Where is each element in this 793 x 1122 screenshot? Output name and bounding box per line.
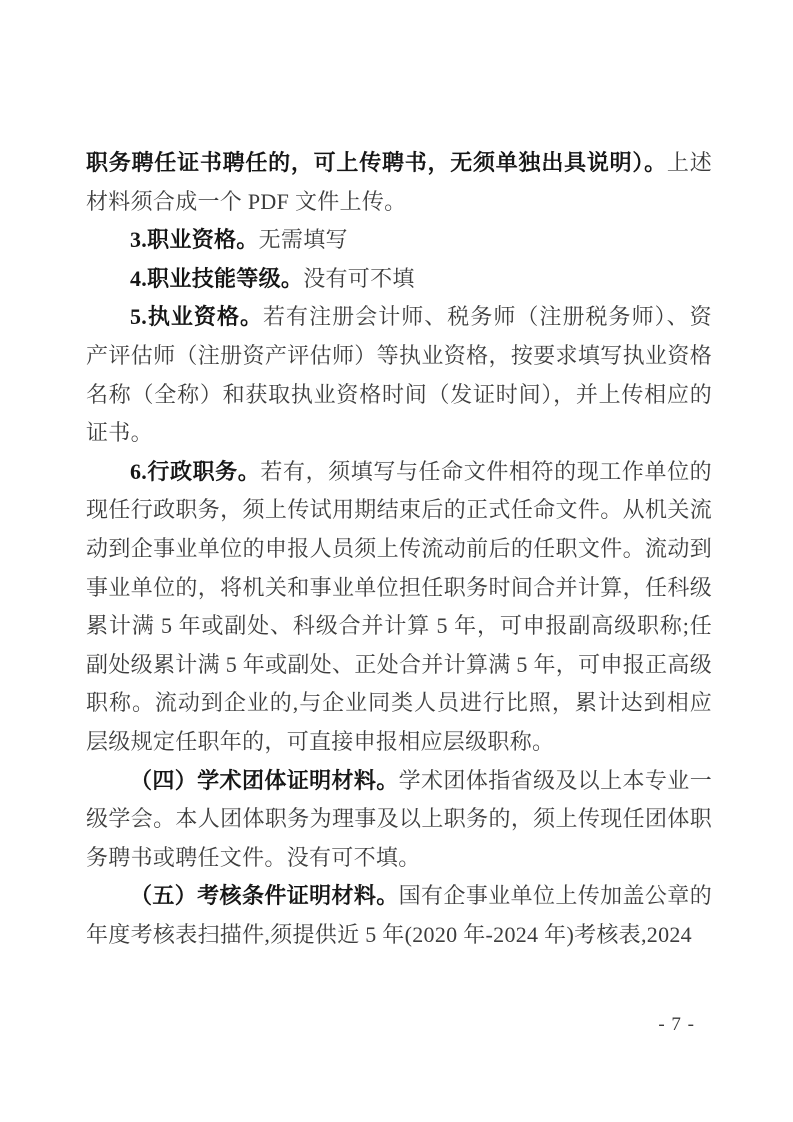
para-item4-zhiye-jineng-dengji xyxy=(86,260,712,299)
paragraph-lead-label: 4.职业技能等级。 xyxy=(130,265,304,291)
paragraph-text: 学术团体指省级及以上本专业一级学会。本人团体职务为理事及以上职务的，须上传现任团体职务聘书或聘任文件。没有可不填。 xyxy=(86,767,712,870)
paragraph-lead-label: （四）学术团体证明材料。 xyxy=(130,767,399,793)
paragraph-text: 若有，须填写与任命文件相符的现工作单位的现任行政职务，须上传试用期结束后的正式任命文件。从机关流动到企事业单位的申报人员须上传流动前后的任职文件。流动到事业单位的，将机关和事业单位担任职务时间合并计算，任科级累计满 5 年或副处、科级合并计算 5 年，可申报副高级职称;任副处级累计满 5 年或副处、正处合并计算满 5 年，可申报正高级职称。流动到企业的,与企业同类人员进行比照，累计达到相应层级规定任职年的，可直接申报相应层级职称。 xyxy=(86,458,712,754)
page-number: - 7 - xyxy=(658,1014,695,1035)
paragraph-text: 无需填写 xyxy=(258,227,348,253)
para-item3-zhiye-zige xyxy=(86,221,712,260)
paragraph-text: 国有企事业单位上传加盖公章的年度考核表扫描件,须提供近 5 年(2020 年-2024 年)考核表,2024 xyxy=(86,883,712,947)
para-item5-zhiye-zige xyxy=(86,298,712,452)
paragraph-lead-label: 6.行政职务。 xyxy=(130,458,261,484)
para-item6-xingzheng-zhiwu xyxy=(86,453,712,762)
paragraph-lead-label: 5.执业资格。 xyxy=(130,304,264,330)
paragraph-lead-label: 职务聘任证书聘任的，可上传聘书，无须单独出具说明）。 xyxy=(86,150,667,175)
paragraph-lead-label: 3.职业资格。 xyxy=(130,227,259,253)
document-body xyxy=(86,144,712,954)
para-si-xueshu-tuanti-zhengming xyxy=(86,762,712,878)
paragraph-lead-label: （五）考核条件证明材料。 xyxy=(130,883,399,909)
para-continuation-pdf-upload xyxy=(86,144,712,221)
paragraph-text: 若有注册会计师、税务师（注册税务师）、资产评估师（注册资产评估师）等执业资格，按要求填写执业资格名称（全称）和获取执业资格时间（发证时间），并上传相应的证书。 xyxy=(86,304,712,446)
paragraph-text: 上述材料须合成一个 PDF 文件上传。 xyxy=(86,150,712,214)
para-wu-kaohe-tiaojian-zhengming xyxy=(86,877,712,954)
paragraph-text: 没有可不填 xyxy=(303,265,415,291)
